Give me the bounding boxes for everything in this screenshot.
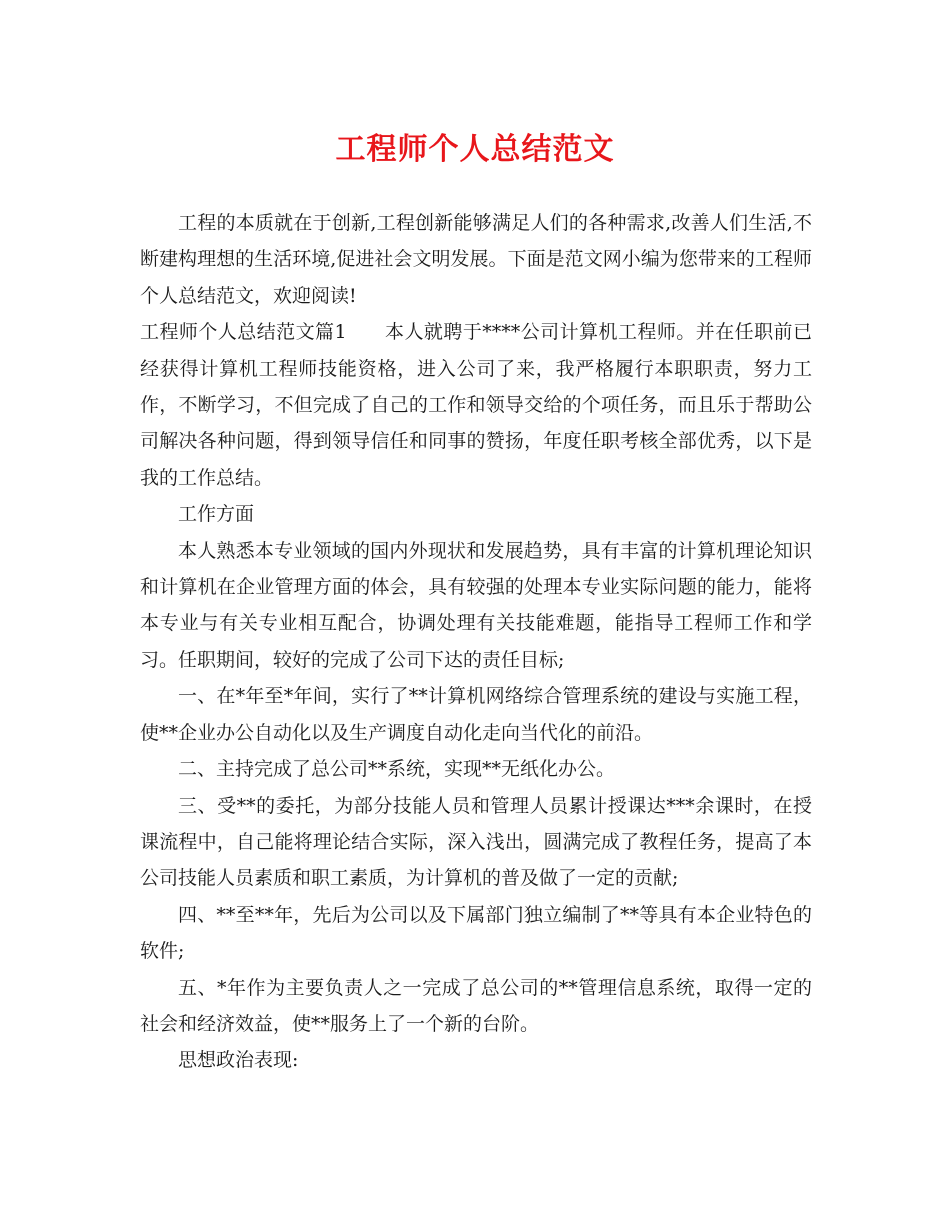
section-1-paragraph xyxy=(140,314,812,496)
section-1-text: 本人就聘于****公司计算机工程师。并在任职前已经获得计算机工程师技能资格，进入公司了来，我严格履行本职职责，努力工作，不断学习，不但完成了自己的工作和领导交给的个项任务，而且乐于帮助公司解决各种问题，得到领导信任和同事的赞扬，年度任职考核全部优秀，以下是我的工作总结。 xyxy=(140,321,812,489)
intro-paragraph: 工程的本质就在于创新,工程创新能够满足人们的各种需求,改善人们生活,不断建构理想的生活环境,促进社会文明发展。下面是范文网小编为您带来的工程师个人总结范文，欢迎阅读! xyxy=(140,212,812,307)
document-title: 工程师个人总结范文 xyxy=(335,132,615,167)
list-item-3: 三、受**的委托，为部分技能人员和管理人员累计授课达***余课时，在授课流程中，自己能将理论结合实际，深入浅出，圆满完成了教程任务，提高了本公司技能人员素质和职工素质，为计算机的普及做了一定的贡献; xyxy=(140,794,812,890)
list-item-1: 一、在*年至*年间，实行了**计算机网络综合管理系统的建设与实施工程，使**企业办公自动化以及生产调度自动化走向当代化的前沿。 xyxy=(140,685,812,744)
section-heading: 工程师个人总结范文篇1 xyxy=(140,321,347,344)
document-body xyxy=(140,205,812,1079)
political-heading: 思想政治表现: xyxy=(178,1049,299,1072)
list-item-4: 四、**至**年，先后为公司以及下属部门独立编制了**等具有本企业特色的软件; xyxy=(140,903,812,963)
list-item-2: 二、主持完成了总公司**系统，实现**无纸化办公。 xyxy=(178,758,616,781)
work-aspect-heading: 工作方面 xyxy=(178,503,255,526)
list-item-5: 五、*年作为主要负责人之一完成了总公司的**管理信息系统，取得一定的社会和经济效益，使**服务上了一个新的台阶。 xyxy=(140,976,812,1035)
work-aspect-paragraph: 本人熟悉本专业领域的国内外现状和发展趋势，具有丰富的计算机理论知识和计算机在企业管理方面的体会，具有较强的处理本专业实际问题的能力，能将本专业与有关专业相互配合，协调处理有关技能难题，能指导工程师工作和学习。任职期间，较好的完成了公司下达的责任目标; xyxy=(140,539,812,671)
